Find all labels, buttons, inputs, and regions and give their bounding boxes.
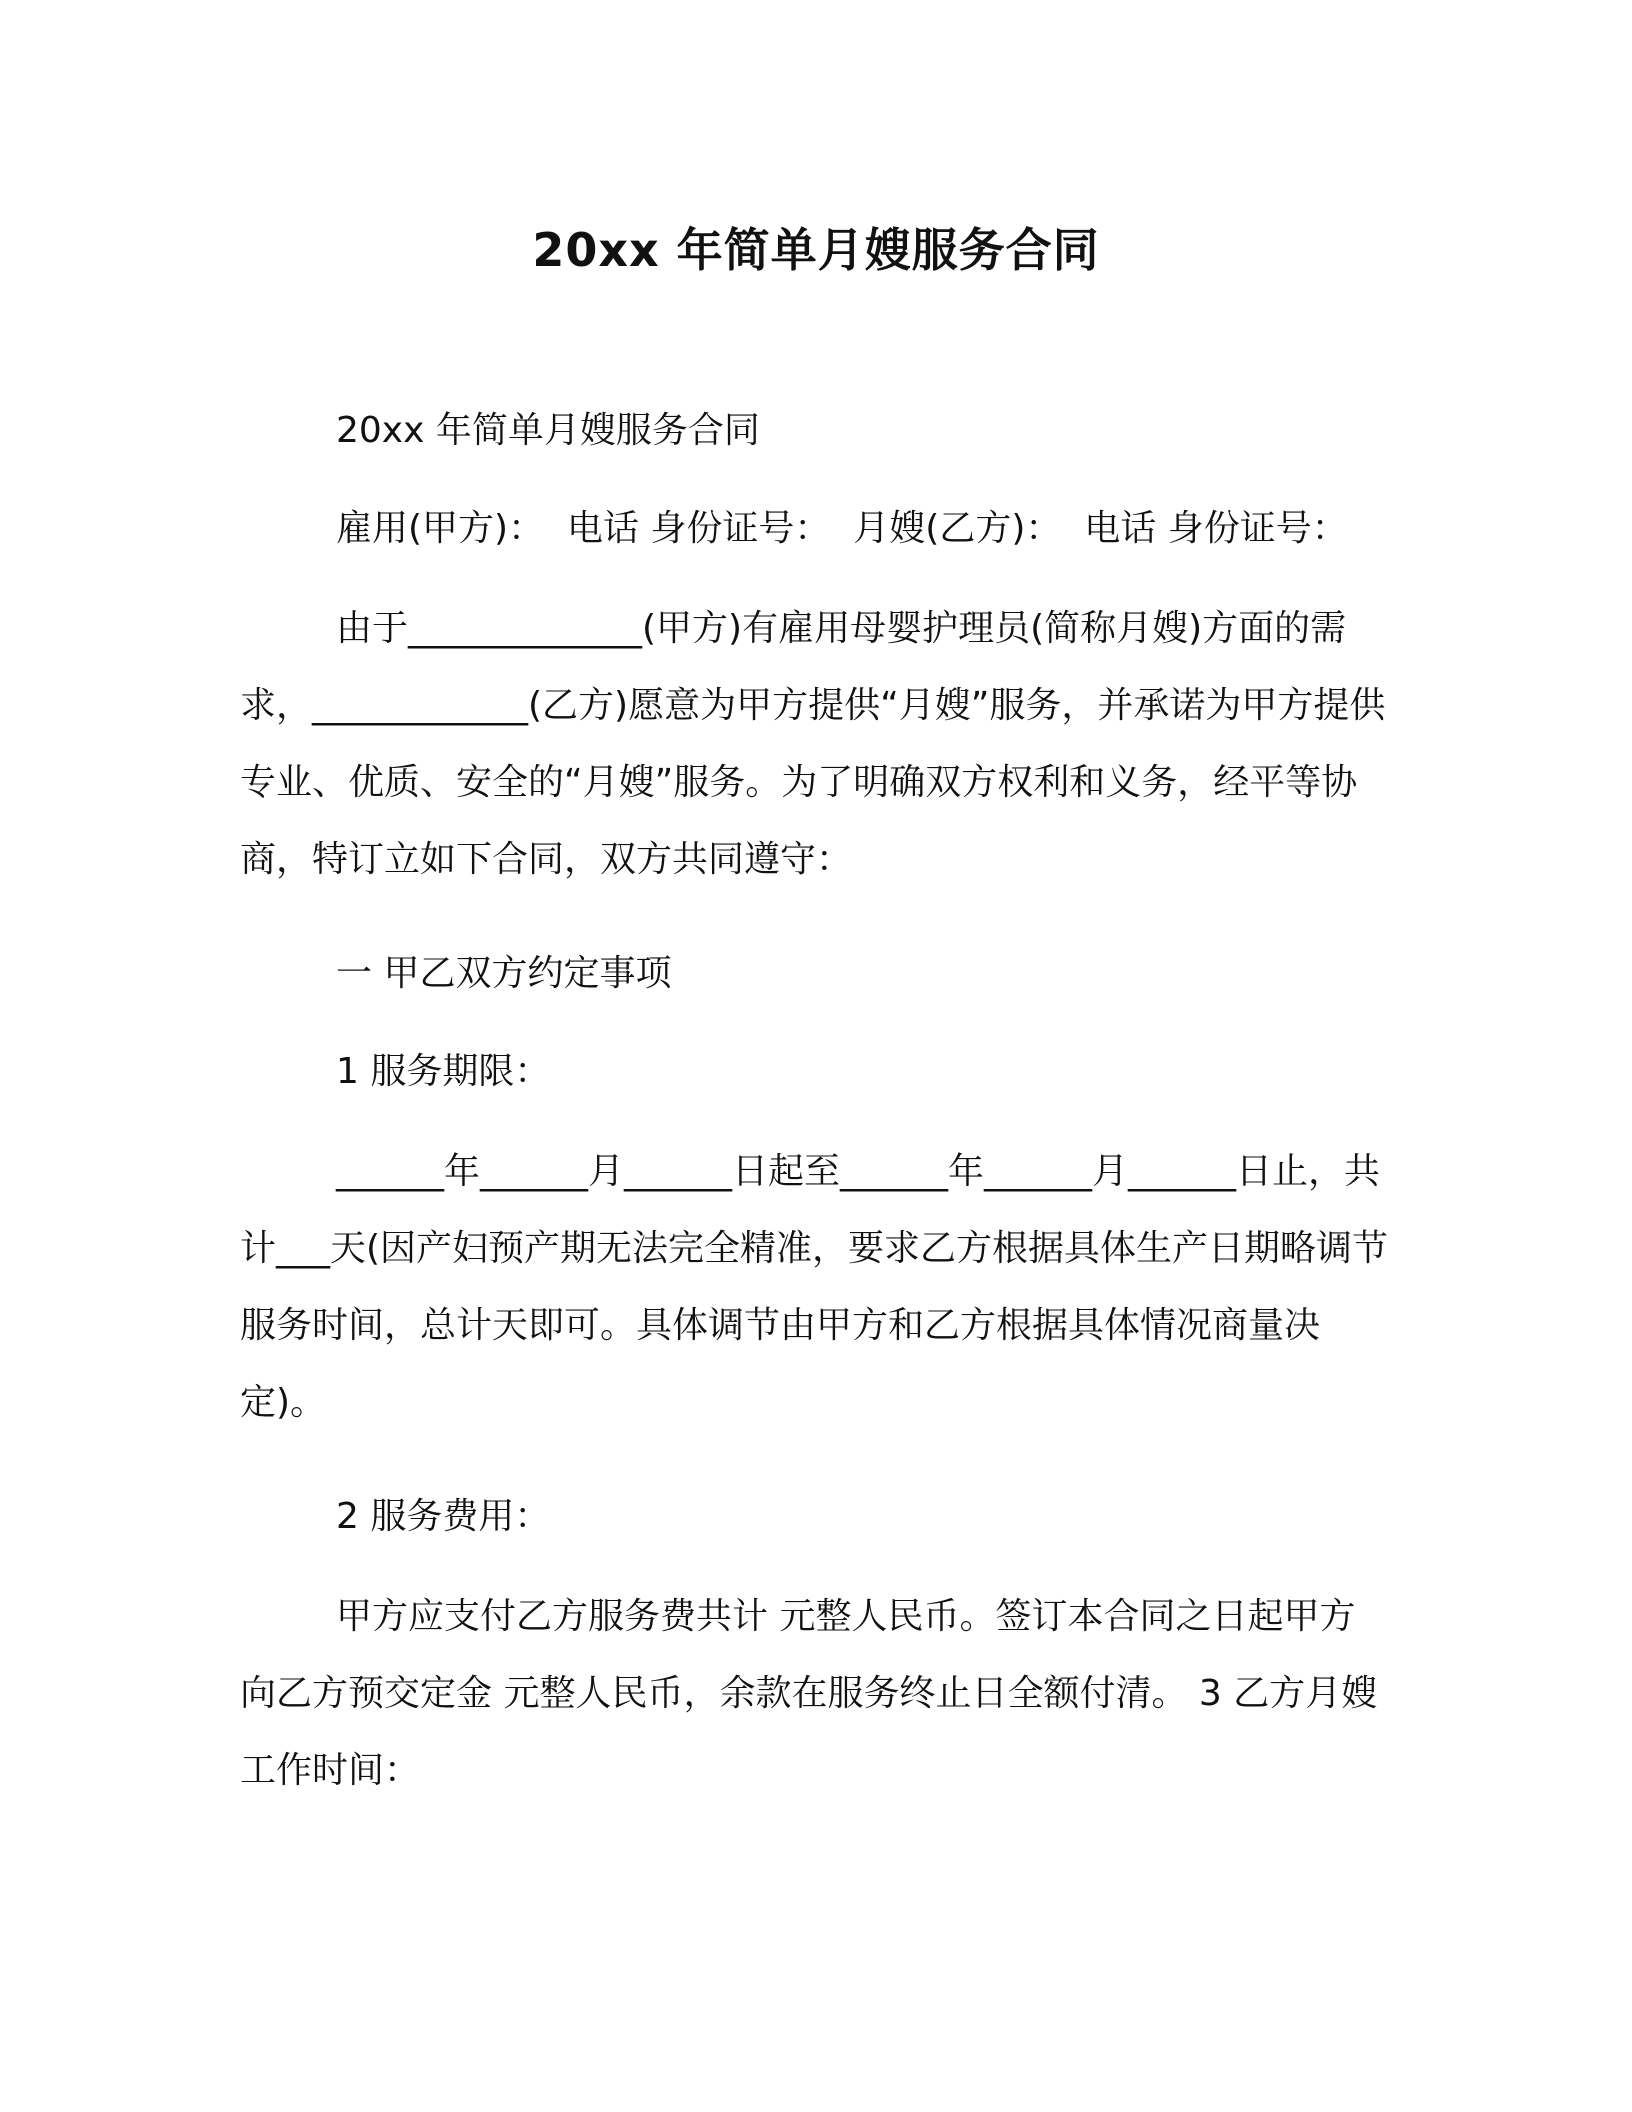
item-2-heading: 2 服务费用：	[336, 1496, 551, 1537]
item-2-body: 甲方应支付乙方服务费共计 元整人民币。签订本合同之日起甲方向乙方预交定金 元整人民币，余款在服务终止日全额付清。 3 乙方月嫂工作时间：	[240, 1596, 1378, 1791]
item-1-heading: 1 服务期限：	[336, 1051, 551, 1092]
document-title: 20xx 年简单月嫂服务合同	[532, 223, 1100, 277]
document-subtitle: 20xx 年简单月嫂服务合同	[336, 410, 760, 451]
parties-line: 雇用(甲方)： 电话 身份证号： 月嫂(乙方)： 电话 身份证号：	[336, 508, 1348, 549]
section-1-heading: 一 甲乙双方约定事项	[336, 953, 672, 994]
item-1-body: ______年______月______日起至______年______月______日止，共计___天(因产妇预产期无法完全精准，要求乙方根据具体生产日期略调节服务时间，总计天即可。具体调节由甲方和乙方根据具体情况商量决定)。	[240, 1151, 1389, 1423]
preamble-paragraph: 由于_____________(甲方)有雇用母婴护理员(简称月嫂)方面的需求，____________(乙方)愿意为甲方提供“月嫂”服务，并承诺为甲方提供专业、优质、安全的“月嫂”服务。为了明确双方权利和义务，经平等协商，特订立如下合同，双方共同遵守：	[240, 608, 1386, 880]
